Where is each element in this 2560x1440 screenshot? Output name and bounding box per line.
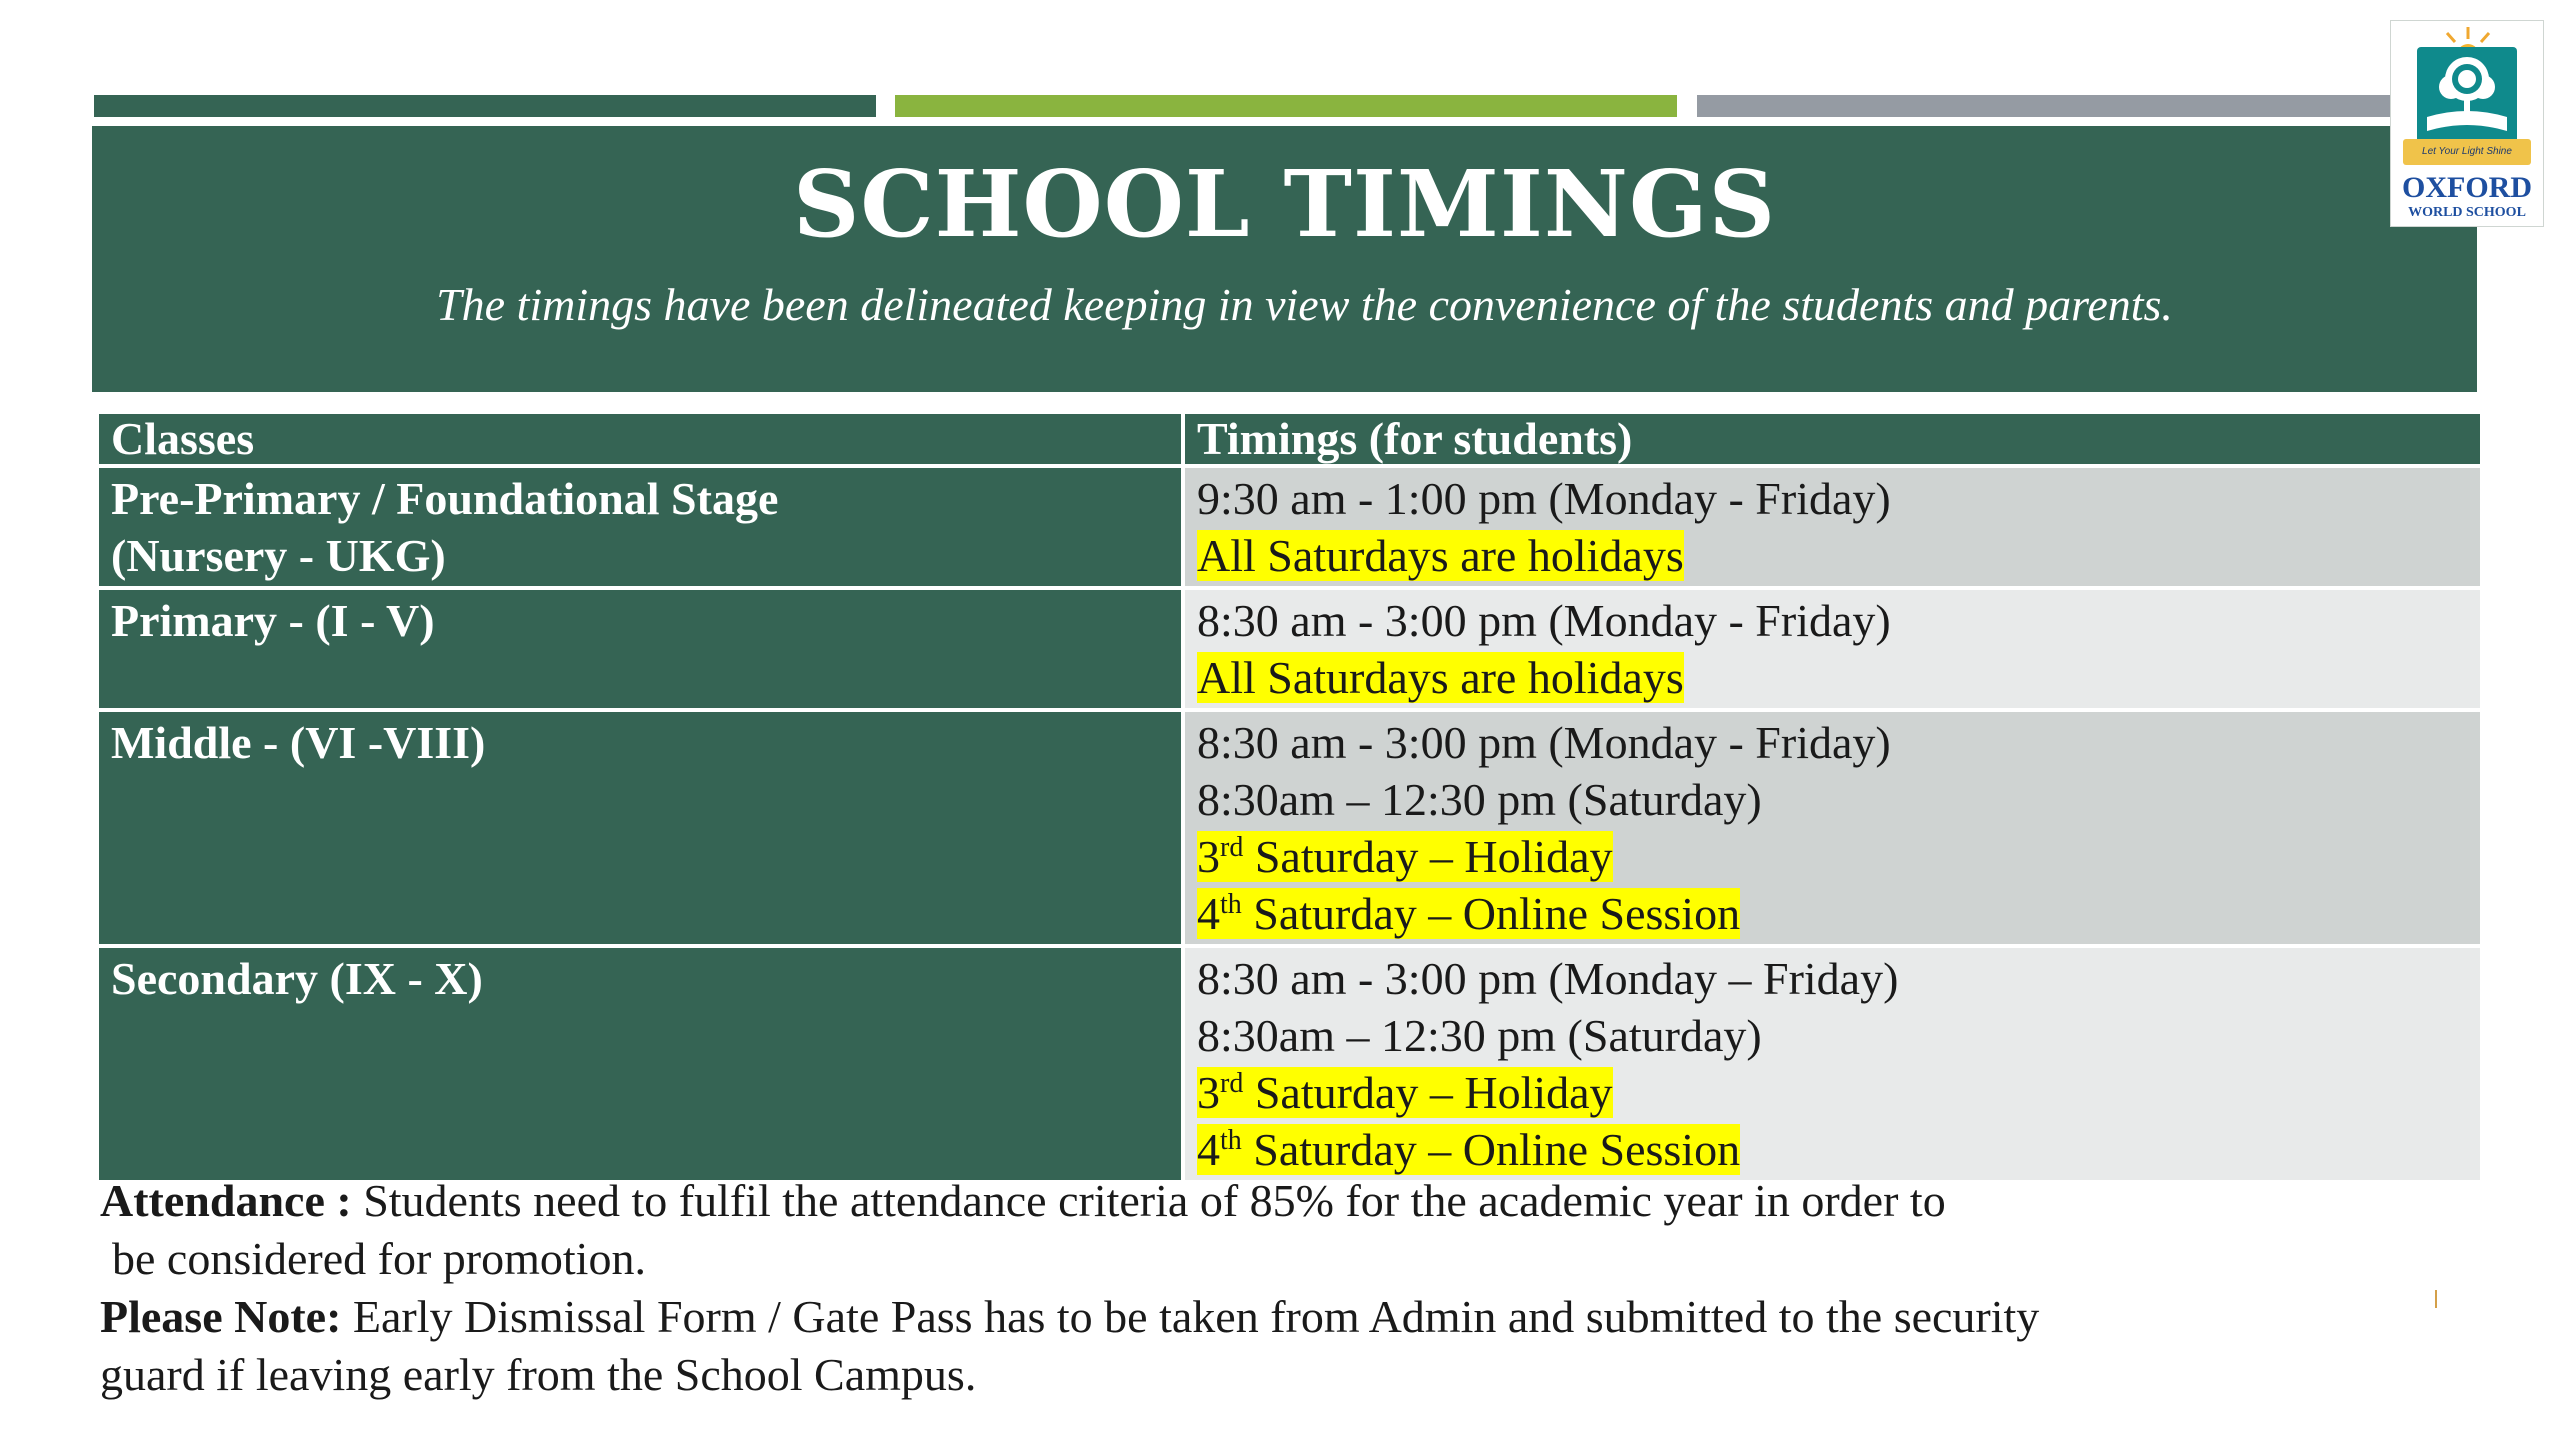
class-cell bbox=[97, 946, 1183, 1182]
class-name: Pre-Primary / Foundational Stage bbox=[111, 473, 779, 524]
please-note-cont: guard if leaving early from the School Campus. bbox=[100, 1349, 977, 1400]
timing-cell bbox=[1183, 710, 2482, 946]
weekday-timing: 8:30 am - 3:00 pm (Monday - Friday) bbox=[1197, 717, 1891, 768]
timings-table bbox=[95, 410, 2484, 1184]
table-row bbox=[97, 710, 2482, 946]
tree-book-icon bbox=[2417, 47, 2517, 143]
attendance-note bbox=[100, 1172, 2400, 1230]
decorative-mark bbox=[2435, 1290, 2437, 1308]
column-header-timings: Timings (for students) bbox=[1183, 412, 2482, 466]
table-row bbox=[97, 466, 2482, 588]
saturday-note: All Saturdays are holidays bbox=[1197, 652, 1684, 703]
timing-cell bbox=[1183, 466, 2482, 588]
saturday-timing: 8:30am – 12:30 pm (Saturday) bbox=[1197, 774, 1762, 825]
third-saturday-note: 3rd Saturday – Holiday bbox=[1197, 831, 1613, 882]
third-saturday-note: 3rd Saturday – Holiday bbox=[1197, 1067, 1613, 1118]
please-note bbox=[100, 1288, 2400, 1346]
please-note-text: Early Dismissal Form / Gate Pass has to be taken from Admin and submitted to the security bbox=[341, 1291, 2040, 1342]
weekday-timing: 8:30 am - 3:00 pm (Monday – Friday) bbox=[1197, 953, 1899, 1004]
class-range: (Nursery - UKG) bbox=[111, 530, 446, 581]
school-logo bbox=[2390, 20, 2544, 227]
logo-motto: Let Your Light Shine bbox=[2403, 139, 2531, 165]
saturday-timing: 8:30am – 12:30 pm (Saturday) bbox=[1197, 1010, 1762, 1061]
fourth-saturday-note: 4th Saturday – Online Session bbox=[1197, 1124, 1741, 1175]
logo-name: OXFORD bbox=[2402, 171, 2532, 204]
class-name: Secondary (IX - X) bbox=[111, 953, 483, 1004]
accent-bar-lime bbox=[895, 95, 1677, 117]
table-header-row bbox=[97, 412, 2482, 466]
weekday-timing: 8:30 am - 3:00 pm (Monday - Friday) bbox=[1197, 595, 1891, 646]
attendance-note-cont: be considered for promotion. bbox=[112, 1233, 646, 1284]
page-title: SCHOOL TIMINGS bbox=[792, 150, 1777, 258]
weekday-timing: 9:30 am - 1:00 pm (Monday - Friday) bbox=[1197, 473, 1891, 524]
timing-cell bbox=[1183, 946, 2482, 1182]
class-cell bbox=[97, 710, 1183, 946]
timing-cell bbox=[1183, 588, 2482, 710]
column-header-classes: Classes bbox=[97, 412, 1183, 466]
please-note-label: Please Note: bbox=[100, 1291, 342, 1342]
class-cell bbox=[97, 466, 1183, 588]
class-name: Middle - (VI -VIII) bbox=[111, 717, 486, 768]
attendance-text: Students need to fulfil the attendance criteria of 85% for the academic year in order to bbox=[351, 1175, 1946, 1226]
saturday-note: All Saturdays are holidays bbox=[1197, 530, 1684, 581]
accent-bar-green bbox=[94, 95, 876, 117]
page-subtitle: The timings have been delineated keeping in view the convenience of the students and parents. bbox=[436, 279, 2173, 330]
class-name: Primary - (I - V) bbox=[111, 595, 435, 646]
table-row bbox=[97, 588, 2482, 710]
attendance-label: Attendance : bbox=[100, 1175, 352, 1226]
logo-subname: WORLD SCHOOL bbox=[2408, 205, 2526, 220]
fourth-saturday-note: 4th Saturday – Online Session bbox=[1197, 888, 1741, 939]
title-banner bbox=[92, 126, 2477, 392]
table-row bbox=[97, 946, 2482, 1182]
accent-bar-gray bbox=[1697, 95, 2393, 117]
class-cell bbox=[97, 588, 1183, 710]
notes-section bbox=[100, 1172, 2400, 1404]
